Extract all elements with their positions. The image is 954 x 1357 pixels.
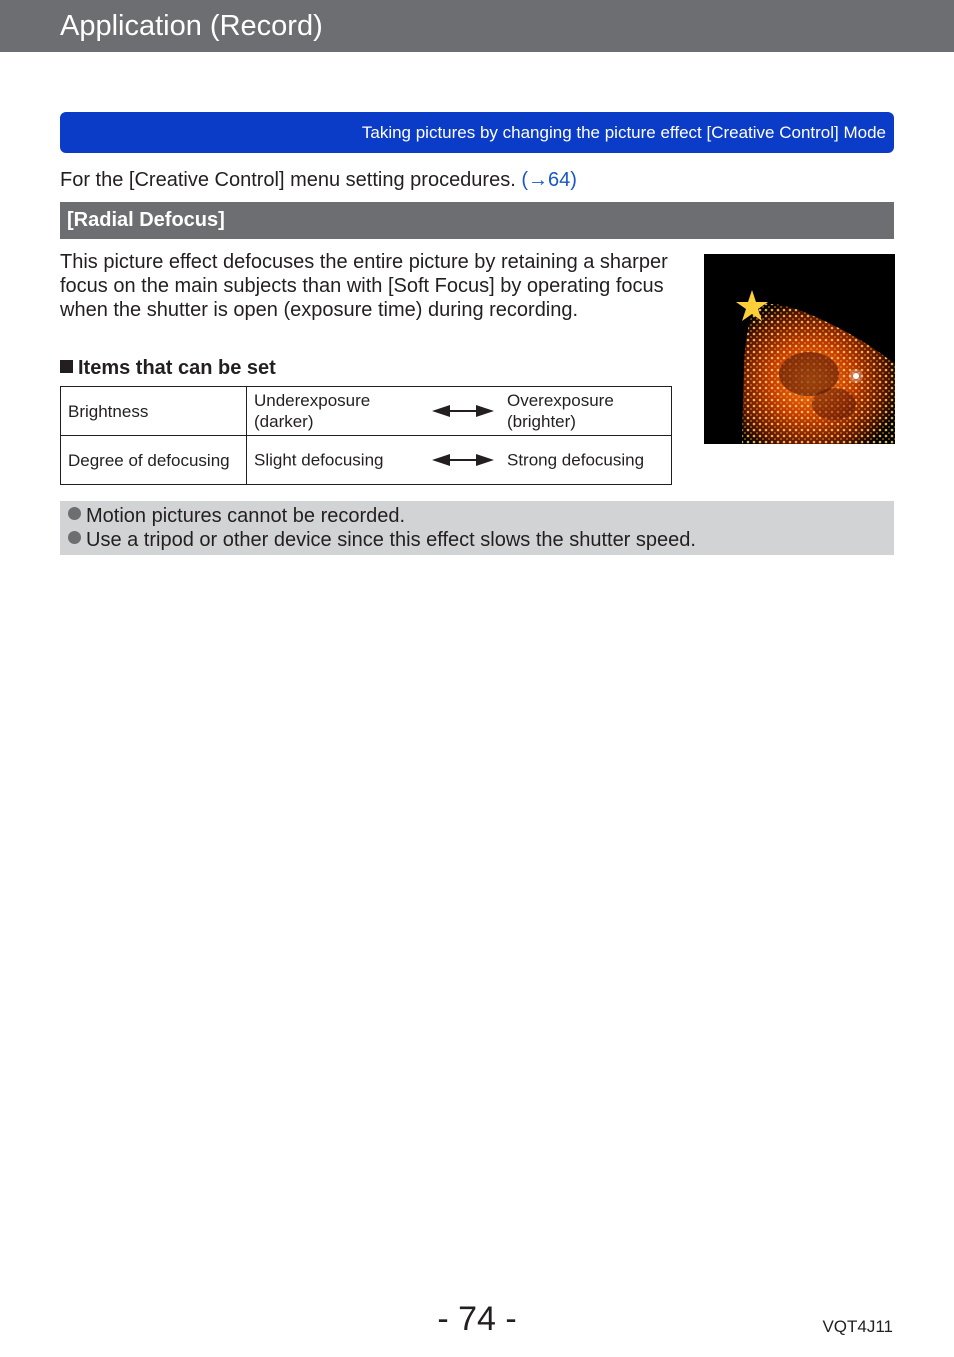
note-text: Motion pictures cannot be recorded. xyxy=(86,505,406,527)
table-row xyxy=(61,436,672,485)
breadcrumb: Taking pictures by changing the picture effect [Creative Control] Mode xyxy=(361,123,886,142)
reference-line xyxy=(60,168,577,192)
range-max-label: Strong defocusing xyxy=(507,450,645,470)
settings-heading xyxy=(60,356,276,380)
bullet-icon xyxy=(68,507,81,520)
section-title: [Radial Defocus] xyxy=(67,209,225,231)
reference-text: For the [Creative Control] menu setting procedures. xyxy=(60,169,522,191)
header-bar xyxy=(0,0,954,52)
note-item xyxy=(68,528,696,552)
settings-heading-text: Items that can be set xyxy=(78,357,276,379)
double-arrow-icon xyxy=(432,404,494,418)
setting-range xyxy=(247,387,672,436)
range-max-label: Overexposure (brighter) xyxy=(507,391,614,431)
bullet-icon xyxy=(68,531,81,544)
settings-table xyxy=(60,386,672,485)
setting-name: Degree of defocusing xyxy=(61,436,247,485)
double-arrow-icon xyxy=(432,453,494,467)
page-title: Application (Record) xyxy=(60,10,323,42)
table-row xyxy=(61,387,672,436)
note-text: Use a tripod or other device since this effect slows the shutter speed. xyxy=(86,529,696,551)
section-header xyxy=(60,202,894,239)
note-item xyxy=(68,504,405,528)
breadcrumb-bar xyxy=(60,112,894,153)
reference-link[interactable]: (→64) xyxy=(521,169,577,191)
range-min-label: Underexposure (darker) xyxy=(254,391,371,431)
sample-photo xyxy=(704,254,895,444)
setting-range xyxy=(247,436,672,485)
notes-box xyxy=(60,501,894,555)
square-bullet-icon xyxy=(60,360,73,373)
setting-name: Brightness xyxy=(61,387,247,436)
page-number: - 74 - xyxy=(437,1300,517,1338)
section-description: This picture effect defocuses the entire picture by retaining a sharper focus on the main subjects than with [Soft Focus] by operating focus when the shutter is open (exposure time) during recording. xyxy=(60,251,668,321)
range-min-label: Slight defocusing xyxy=(254,450,384,470)
document-code: VQT4J11 xyxy=(822,1317,893,1336)
